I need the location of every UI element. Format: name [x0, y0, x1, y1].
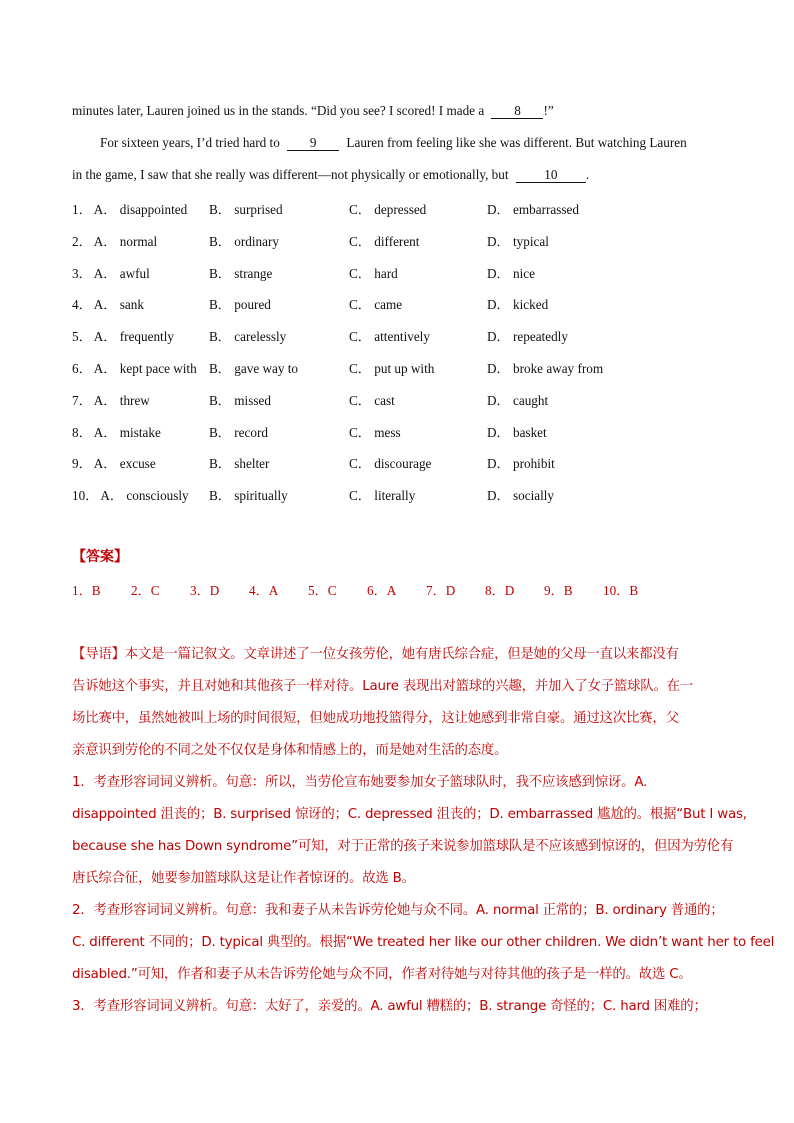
blank-10: 10 — [516, 168, 586, 183]
option-b: B． carelessly — [209, 329, 287, 345]
question-row — [72, 199, 772, 219]
option-c: C． hard — [349, 265, 398, 281]
passage-line-3 — [72, 167, 589, 183]
answer-list — [72, 580, 772, 600]
passage-text: minutes later, Lauren joined us in the stands. “Did you see? I scored! I made a — [72, 103, 485, 118]
question-row — [72, 294, 772, 314]
answer-item: 6．A — [367, 583, 397, 598]
question-row — [72, 263, 772, 283]
explanation-line: 1．考查形容词词义辨析。句意：所以，当劳伦宣布她要参加女子篮球队时，我不应该感到惊讶。A. — [72, 775, 648, 790]
passage-line-2 — [100, 135, 687, 151]
option-b: B． strange — [209, 265, 273, 281]
answer-heading: 【答案】 — [72, 549, 128, 565]
option-a: A． kept pace with — [93, 361, 197, 376]
option-d: D． typical — [487, 233, 549, 249]
answer-item: 1．B — [72, 583, 101, 598]
question-number: 5． — [72, 329, 92, 345]
question-number: 6． — [72, 361, 92, 376]
option-a: A． excuse — [93, 456, 156, 472]
option-d: D． socially — [487, 488, 555, 504]
answer-item: 4．A — [249, 583, 279, 598]
option-b: B． poured — [209, 297, 271, 313]
option-a: A． frequently — [93, 329, 174, 345]
option-b: B． missed — [209, 392, 271, 408]
option-a: A． awful — [93, 265, 150, 281]
passage-text: . — [585, 167, 590, 182]
question-row — [72, 390, 772, 410]
option-c: C． came — [349, 297, 403, 313]
explanation-line: 告诉她这个事实，并且对她和其他孩子一样对待。Laure 表现出对篮球的兴趣，并加入了女子篮球队。在一 — [72, 679, 694, 694]
option-d: D． nice — [487, 265, 535, 281]
option-d: D． kicked — [487, 297, 549, 313]
question-number: 4． — [72, 297, 92, 313]
blank-9: 9 — [287, 136, 339, 151]
question-number: 10． — [72, 488, 99, 504]
passage-text: !” — [543, 103, 554, 118]
question-number: 3． — [72, 265, 92, 281]
option-c: C． discourage — [349, 456, 432, 472]
question-number: 9． — [72, 456, 92, 472]
option-d: D． embarrassed — [487, 202, 579, 217]
option-a: A． consciously — [100, 488, 189, 504]
option-a: A． disappointed — [93, 202, 188, 217]
blank-8: 8 — [491, 104, 543, 119]
option-c: C． different — [349, 233, 420, 249]
answer-item: 9．B — [544, 583, 573, 598]
answer-item: 10．B — [603, 583, 639, 598]
explanation-line: 3．考查形容词词义辨析。句意：太好了，亲爱的。A. awful 糟糕的；B. strange 奇怪的；C. hard 困难的； — [72, 999, 707, 1014]
question-number: 1． — [72, 202, 92, 217]
answer-item: 5．C — [308, 583, 337, 598]
question-row — [72, 358, 772, 378]
option-a: A． threw — [93, 392, 150, 408]
explanation-line: 【导语】本文是一篇记叙文。文章讲述了一位女孩劳伦，她有唐氏综合症，但是她的父母一直以来都没有 — [72, 647, 679, 662]
option-d: D． caught — [487, 392, 549, 408]
explanation-line: 亲意识到劳伦的不同之处不仅仅是身体和情感上的，而是她对生活的态度。 — [72, 743, 508, 758]
passage-line-1 — [72, 103, 554, 119]
passage-text: Lauren from feeling like she was different. But watching Lauren — [346, 135, 687, 150]
option-c: C． cast — [349, 392, 395, 408]
explanation-line: 唐氏综合征，她要参加篮球队这是让作者惊讶的。故选 B。 — [72, 871, 415, 886]
option-b: B． shelter — [209, 456, 270, 472]
explanation-line: C. different 不同的；D. typical 典型的。根据“We treated her like our other children. We didn’t want her to feel — [72, 935, 775, 950]
question-number: 8． — [72, 424, 92, 440]
option-d: D． broke away from — [487, 361, 604, 376]
option-a: A． normal — [93, 233, 158, 249]
explanation-line: 场比赛中，虽然她被叫上场的时间很短，但她成功地投篮得分，这让她感到非常自豪。通过这次比赛，父 — [72, 711, 679, 726]
answer-item: 8．D — [485, 583, 515, 598]
explanation-line: disappointed 沮丧的；B. surprised 惊讶的；C. depressed 沮丧的；D. embarrassed 尴尬的。根据“But I was, — [72, 807, 747, 822]
option-b: B． ordinary — [209, 233, 279, 249]
option-c: C． mess — [349, 424, 401, 440]
option-d: D． prohibit — [487, 456, 555, 472]
option-c: C． literally — [349, 488, 416, 504]
option-d: D． repeatedly — [487, 329, 568, 345]
explanation-line: because she has Down syndrome”可知，对于正常的孩子来说参加篮球队是不应该感到惊讶的，但因为劳伦有 — [72, 839, 734, 854]
explanation-line: 2．考查形容词词义辨析。句意：我和妻子从未告诉劳伦她与众不同。A. normal 正常的；B. ordinary 普通的； — [72, 903, 724, 918]
question-number: 2． — [72, 233, 92, 249]
option-b: B． spiritually — [209, 488, 288, 504]
passage-text: in the game, I saw that she really was different—not physically or emotionally, but — [72, 167, 509, 182]
option-b: B． surprised — [209, 202, 283, 217]
option-d: D． basket — [487, 424, 547, 440]
option-c: C． put up with — [349, 361, 435, 376]
option-a: A． sank — [93, 297, 144, 313]
question-row — [72, 485, 772, 505]
option-a: A． mistake — [93, 424, 161, 440]
answer-item: 7．D — [426, 583, 456, 598]
question-row — [72, 453, 772, 473]
option-b: B． gave way to — [209, 361, 298, 376]
answer-item: 3．D — [190, 583, 220, 598]
question-row — [72, 326, 772, 346]
question-number: 7． — [72, 392, 92, 408]
explanation-line: disabled.”可知，作者和妻子从未告诉劳伦她与众不同，作者对待她与对待其他的孩子是一样的。故选 C。 — [72, 967, 692, 982]
option-c: C． attentively — [349, 329, 430, 345]
option-c: C． depressed — [349, 202, 427, 217]
option-b: B． record — [209, 424, 268, 440]
answer-item: 2．C — [131, 583, 160, 598]
passage-text: For sixteen years, I’d tried hard to — [100, 135, 280, 150]
question-row — [72, 231, 772, 251]
question-row — [72, 422, 772, 442]
